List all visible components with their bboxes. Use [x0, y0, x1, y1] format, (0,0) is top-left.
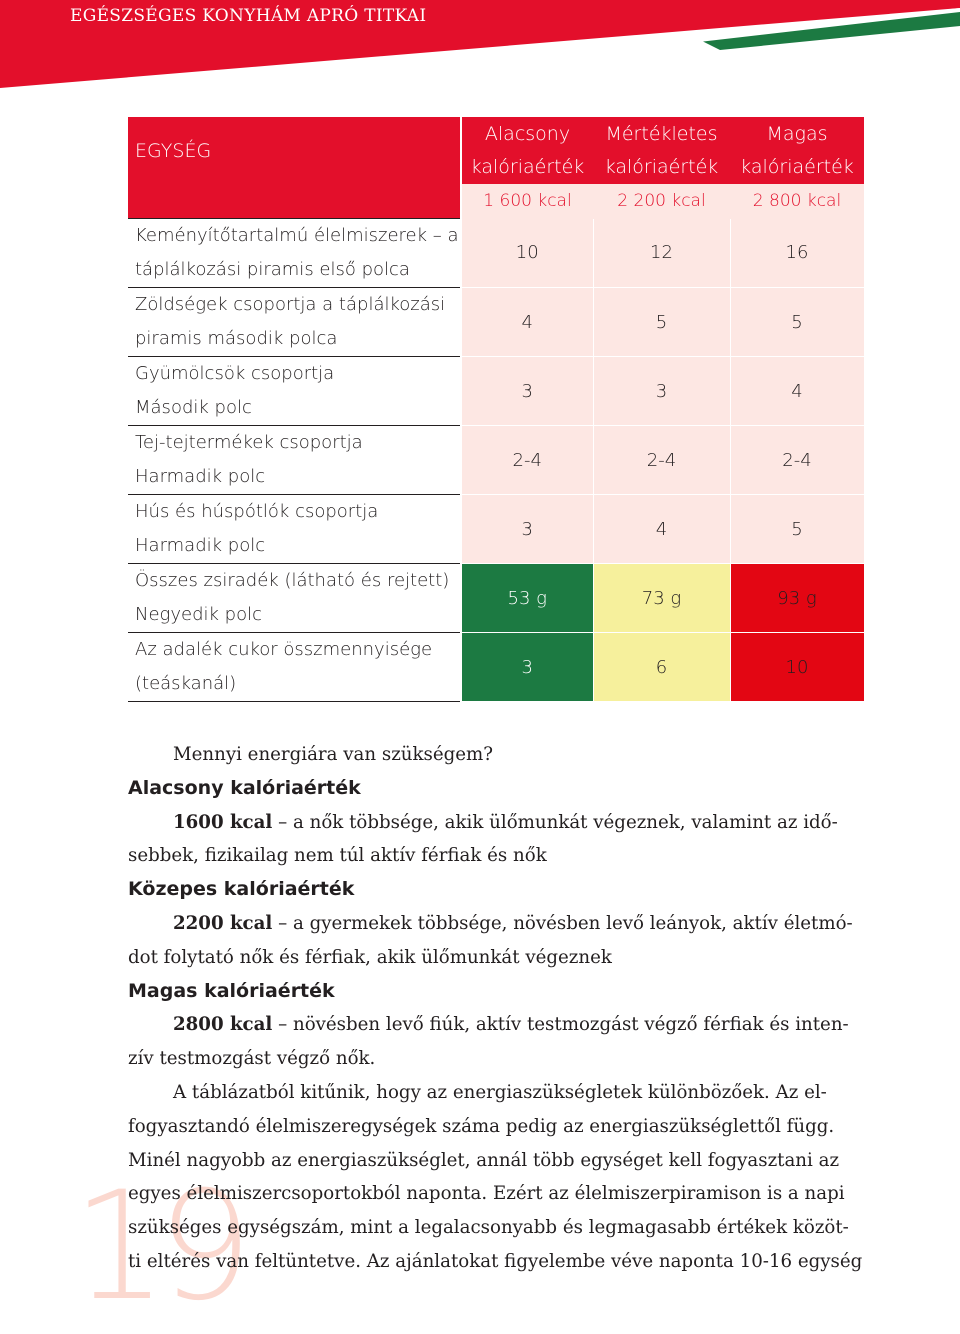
row-label-line: táplálkozási piramis első polca [135, 259, 410, 280]
column-header-line: Magas [766, 122, 828, 145]
low-kcal: 1600 kcal [173, 811, 273, 833]
column-header-line: kalóriaérték [604, 155, 719, 178]
row-label-line: Az adalék cukor összmennyisége [135, 639, 433, 660]
row-label [128, 219, 461, 288]
high-line: zív testmozgást végző nők. [128, 1048, 376, 1070]
para-line: egyes élelmiszercsoportokból naponta. Ezért az élelmiszerpiramison is a napi [128, 1183, 845, 1205]
column-header-line: Alacsony [484, 122, 571, 145]
table-row [128, 564, 864, 633]
value-high: 2-4 [730, 426, 864, 495]
value-high: 4 [730, 357, 864, 426]
row-label-line: piramis második polca [135, 328, 338, 349]
row-label-line: Gyümölcsök csoportja [135, 363, 335, 384]
mid-kcal: 2200 kcal [173, 912, 273, 934]
value-low: 10 [461, 219, 593, 288]
value-mid: 3 [593, 357, 730, 426]
column-header-line: Mértékletes [605, 122, 718, 145]
table-row [128, 495, 864, 564]
table-row [128, 219, 864, 288]
column-header-high [730, 117, 864, 184]
value-mid: 2-4 [593, 426, 730, 495]
table-row [128, 357, 864, 426]
value-mid: 6 [593, 633, 730, 702]
value-low: 2-4 [461, 426, 593, 495]
kcal-high: 2 800 kcal [730, 184, 864, 219]
kcal-row [128, 184, 864, 219]
para-line: A táblázatból kitűnik, hogy az energiaszükségletek különbözőek. Az el- [173, 1081, 827, 1103]
value-mid: 4 [593, 495, 730, 564]
table-header-row [128, 117, 864, 184]
column-header-mid [593, 117, 730, 184]
column-header-line: kalóriaérték [740, 155, 854, 178]
value-mid: 5 [593, 288, 730, 357]
value-high: 5 [730, 495, 864, 564]
value-mid: 12 [593, 219, 730, 288]
value-high: 10 [730, 633, 864, 702]
high-heading: Magas kalóriaérték [128, 979, 335, 1002]
column-header-low [461, 117, 593, 184]
kcal-row-label [128, 184, 461, 219]
low-heading: Alacsony kalóriaérték [128, 776, 361, 799]
mid-line [128, 907, 864, 941]
row-label [128, 495, 461, 564]
low-text: – a nők többsége, akik ülőmunkát végeznek, valamint az idő- [272, 811, 838, 833]
kcal-low: 1 600 kcal [461, 184, 593, 219]
value-low: 4 [461, 288, 593, 357]
row-label-line: (teáskanál) [135, 673, 237, 694]
row-label-line: Hús és húspótlók csoportja [135, 501, 379, 522]
value-low: 3 [461, 357, 593, 426]
mid-heading: Közepes kalóriaérték [128, 878, 355, 901]
row-label [128, 288, 461, 357]
value-high: 5 [730, 288, 864, 357]
para-line: ti eltérés van feltüntetve. Az ajánlatokat figyelembe véve naponta 10-16 egység [128, 1250, 863, 1272]
row-label-line: Negyedik polc [135, 604, 262, 625]
row-label-line: Keményítőtartalmú élelmiszerek – a [135, 225, 459, 246]
value-low: 3 [461, 495, 593, 564]
table-row [128, 426, 864, 495]
row-label-line: Tej-tejtermékek csoportja [135, 432, 363, 453]
column-header-line: kalóriaérték [470, 155, 585, 178]
row-label-line: Második polc [135, 397, 252, 418]
row-label-line: Összes zsiradék (látható és rejtett) [135, 570, 450, 591]
row-label [128, 564, 461, 633]
unit-header: EGYSÉG [128, 117, 461, 184]
value-high: 16 [730, 219, 864, 288]
row-label [128, 426, 461, 495]
table-row [128, 633, 864, 702]
value-low: 3 [461, 633, 593, 702]
high-text: – növésben levő fiúk, aktív testmozgást végző férfiak és inten- [272, 1014, 849, 1036]
para-line: fogyasztandó élelmiszeregységek száma pedig az energiaszükséglettől függ. [128, 1115, 835, 1137]
value-high: 93 g [730, 564, 864, 633]
para-line: Minél nagyobb az energiaszükséglet, annál több egységet kell fogyasztani az [128, 1149, 840, 1171]
para-line: szükséges egységszám, mint a legalacsonyabb és legmagasabb értékek közöt- [128, 1217, 849, 1239]
question: Mennyi energiára van szükségem? [173, 744, 494, 765]
mid-line: dot folytató nők és férfiak, akik ülőmunkát végeznek [128, 946, 612, 968]
value-mid: 73 g [593, 564, 730, 633]
row-label-line: Harmadik polc [135, 535, 266, 556]
table-row [128, 288, 864, 357]
kcal-mid: 2 200 kcal [593, 184, 730, 219]
value-low: 53 g [461, 564, 593, 633]
body-text [128, 738, 864, 1279]
row-label [128, 633, 461, 702]
calorie-units-table [128, 117, 865, 702]
row-label [128, 357, 461, 426]
low-line: sebbek, fizikailag nem túl aktív férfiak és nők [128, 845, 547, 867]
low-line [128, 806, 864, 840]
high-line [128, 1008, 864, 1042]
high-kcal: 2800 kcal [173, 1014, 273, 1036]
mid-text: – a gyermekek többsége, növésben levő leányok, aktív életmó- [272, 912, 853, 934]
header-title: EGÉSZSÉGES KONYHÁM APRÓ TITKAI [70, 6, 427, 26]
row-label-line: Harmadik polc [135, 466, 266, 487]
page-number: 19 [72, 1160, 243, 1334]
row-label-line: Zöldségek csoportja a táplálkozási [135, 294, 446, 315]
